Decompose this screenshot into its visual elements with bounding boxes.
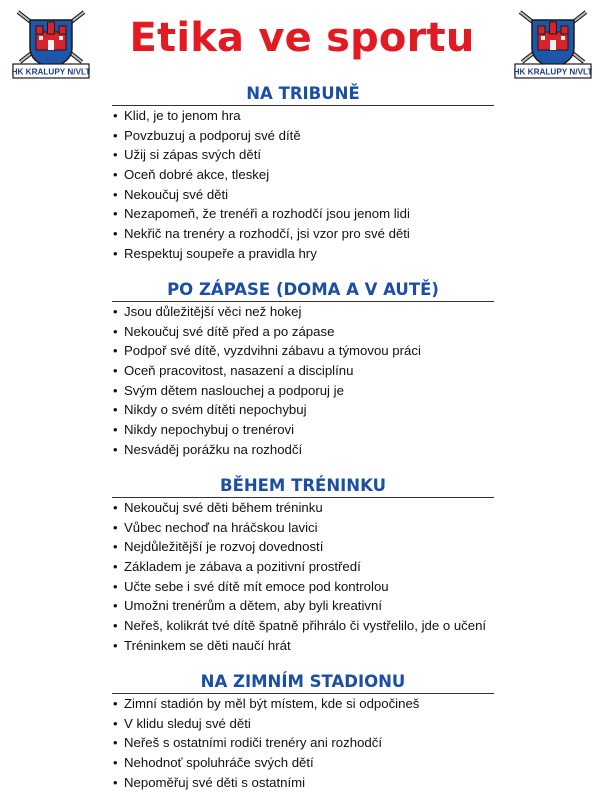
bullet-icon: • bbox=[113, 343, 118, 359]
list-item bbox=[112, 753, 494, 773]
list-item-text: Nehodnoť spoluhráče svých dětí bbox=[124, 755, 314, 771]
bullet-icon: • bbox=[113, 519, 118, 535]
bullet-icon: • bbox=[113, 323, 118, 339]
club-logo-right bbox=[514, 8, 592, 80]
list-item bbox=[112, 518, 494, 538]
list-item bbox=[112, 126, 494, 146]
list-item bbox=[112, 420, 494, 440]
list-item bbox=[112, 302, 494, 322]
list-item bbox=[112, 165, 494, 185]
list-item-text: Respektuj soupeře a pravidla hry bbox=[124, 245, 317, 261]
page-title: Etika ve sportu bbox=[129, 15, 475, 61]
bullet-icon: • bbox=[113, 696, 118, 711]
list-item bbox=[112, 733, 494, 753]
list-item bbox=[112, 106, 494, 126]
list-item-text: Nekoučuj své děti během tréninku bbox=[124, 500, 323, 515]
list-item bbox=[112, 361, 494, 381]
section-heading: NA ZIMNÍM STADIONU bbox=[112, 672, 494, 694]
list-item-text: Nepoměřuj své děti s ostatními bbox=[124, 774, 306, 790]
bullet-icon: • bbox=[113, 774, 118, 790]
bullet-icon: • bbox=[113, 245, 118, 261]
list-item bbox=[112, 204, 494, 224]
list-item-text: Nikdy o svém dítěti nepochybuj bbox=[124, 402, 307, 418]
bullet-icon: • bbox=[113, 559, 118, 575]
list-item-text: Učte sebe i své dítě mít emoce pod kontrolou bbox=[124, 578, 389, 594]
bullet-icon: • bbox=[113, 598, 118, 614]
list-item bbox=[112, 381, 494, 401]
list-item-text: Zimní stadión by měl být místem, kde si odpočineš bbox=[124, 696, 420, 711]
list-item-text: Povzbuzuj a podporuj své dítě bbox=[124, 127, 301, 143]
section-heading: PO ZÁPASE (DOMA A V AUTĚ) bbox=[112, 280, 494, 302]
list-item bbox=[112, 244, 494, 264]
bullet-icon: • bbox=[113, 422, 118, 438]
list-item bbox=[112, 322, 494, 342]
list-item bbox=[112, 145, 494, 165]
list-item-text: Nekoučuj své dítě před a po zápase bbox=[124, 323, 335, 339]
list-item bbox=[112, 557, 494, 577]
list-item-text: Oceň dobré akce, tleskej bbox=[124, 167, 270, 183]
bullet-icon: • bbox=[113, 226, 118, 242]
list-item-text: Svým dětem naslouchej a podporuj je bbox=[124, 382, 344, 398]
bullet-icon: • bbox=[113, 715, 118, 731]
list-item-text: Umožni trenérům a dětem, aby byli kreativní bbox=[124, 598, 382, 614]
list-item-text: Tréninkem se děti naučí hrát bbox=[124, 637, 291, 653]
bullet-icon: • bbox=[113, 206, 118, 222]
list-item bbox=[112, 498, 494, 518]
list-item bbox=[112, 224, 494, 244]
section-na-tribune bbox=[112, 84, 494, 264]
list-item bbox=[112, 773, 494, 793]
list-item-text: Podpoř své dítě, vyzdvihni zábavu a týmovou práci bbox=[124, 343, 421, 359]
bullet-icon: • bbox=[113, 127, 118, 143]
list-item-text: Klid, je to jenom hra bbox=[124, 108, 241, 123]
list-item-text: V klidu sleduj své děti bbox=[124, 715, 251, 731]
list-item-text: Neřeš, kolikrát tvé dítě špatně přihrálo či vystřelilo, jde o učení bbox=[124, 618, 487, 634]
list-item-text: Vůbec nechoď na hráčskou lavici bbox=[124, 519, 318, 535]
bullet-icon: • bbox=[113, 578, 118, 594]
bullet-icon: • bbox=[113, 735, 118, 751]
bullet-icon: • bbox=[113, 363, 118, 379]
list-item-text: Nekoučuj své děti bbox=[124, 186, 229, 202]
bullet-icon: • bbox=[113, 304, 118, 319]
section-na-zimnim-stadionu bbox=[112, 672, 494, 792]
list-item-text: Nesváděj porážku na rozhodčí bbox=[124, 441, 303, 457]
section-po-zapase bbox=[112, 280, 494, 460]
bullet-icon: • bbox=[113, 500, 118, 515]
bullet-icon: • bbox=[113, 539, 118, 555]
list-item bbox=[112, 577, 494, 597]
list-item bbox=[112, 440, 494, 460]
logo-text: HK KRALUPY N/VLT bbox=[12, 67, 90, 77]
list-item bbox=[112, 694, 494, 714]
bullet-icon: • bbox=[113, 147, 118, 163]
list-item bbox=[112, 400, 494, 420]
list-item-text: Základem je zábava a pozitivní prostředí bbox=[124, 559, 361, 575]
list-item bbox=[112, 616, 494, 636]
bullet-icon: • bbox=[113, 755, 118, 771]
list-item bbox=[112, 341, 494, 361]
rule-list bbox=[112, 498, 494, 656]
bullet-icon: • bbox=[113, 108, 118, 123]
list-item-text: Nekřič na trenéry a rozhodčí, jsi vzor pro své děti bbox=[124, 226, 410, 242]
list-item-text: Nezapomeň, že trenéři a rozhodčí jsou jenom lidi bbox=[124, 206, 410, 222]
bullet-icon: • bbox=[113, 186, 118, 202]
section-behem-treninku bbox=[112, 476, 494, 656]
list-item bbox=[112, 185, 494, 205]
rule-list bbox=[112, 302, 494, 460]
bullet-icon: • bbox=[113, 637, 118, 653]
list-item-text: Oceň pracovitost, nasazení a disciplínu bbox=[124, 363, 354, 379]
bullet-icon: • bbox=[113, 167, 118, 183]
list-item bbox=[112, 714, 494, 734]
list-item-text: Jsou důležitější věci než hokej bbox=[124, 304, 302, 319]
list-item-text: Nejdůležitější je rozvoj dovedností bbox=[124, 539, 324, 555]
bullet-icon: • bbox=[113, 618, 118, 634]
list-item bbox=[112, 636, 494, 656]
section-heading: NA TRIBUNĚ bbox=[112, 84, 494, 106]
section-heading: BĚHEM TRÉNINKU bbox=[112, 476, 494, 498]
club-crest-icon bbox=[514, 8, 592, 80]
list-item-text: Užij si zápas svých dětí bbox=[124, 147, 262, 163]
list-item-text: Neřeš s ostatními rodiči trenéry ani rozhodčí bbox=[124, 735, 382, 751]
list-item bbox=[112, 537, 494, 557]
list-item bbox=[112, 596, 494, 616]
bullet-icon: • bbox=[113, 441, 118, 457]
rule-list bbox=[112, 694, 494, 792]
logo-text: HK KRALUPY N/VLT bbox=[514, 67, 592, 77]
bullet-icon: • bbox=[113, 382, 118, 398]
list-item-text: Nikdy nepochybuj o trenérovi bbox=[124, 422, 295, 438]
bullet-icon: • bbox=[113, 402, 118, 418]
rule-list bbox=[112, 106, 494, 264]
